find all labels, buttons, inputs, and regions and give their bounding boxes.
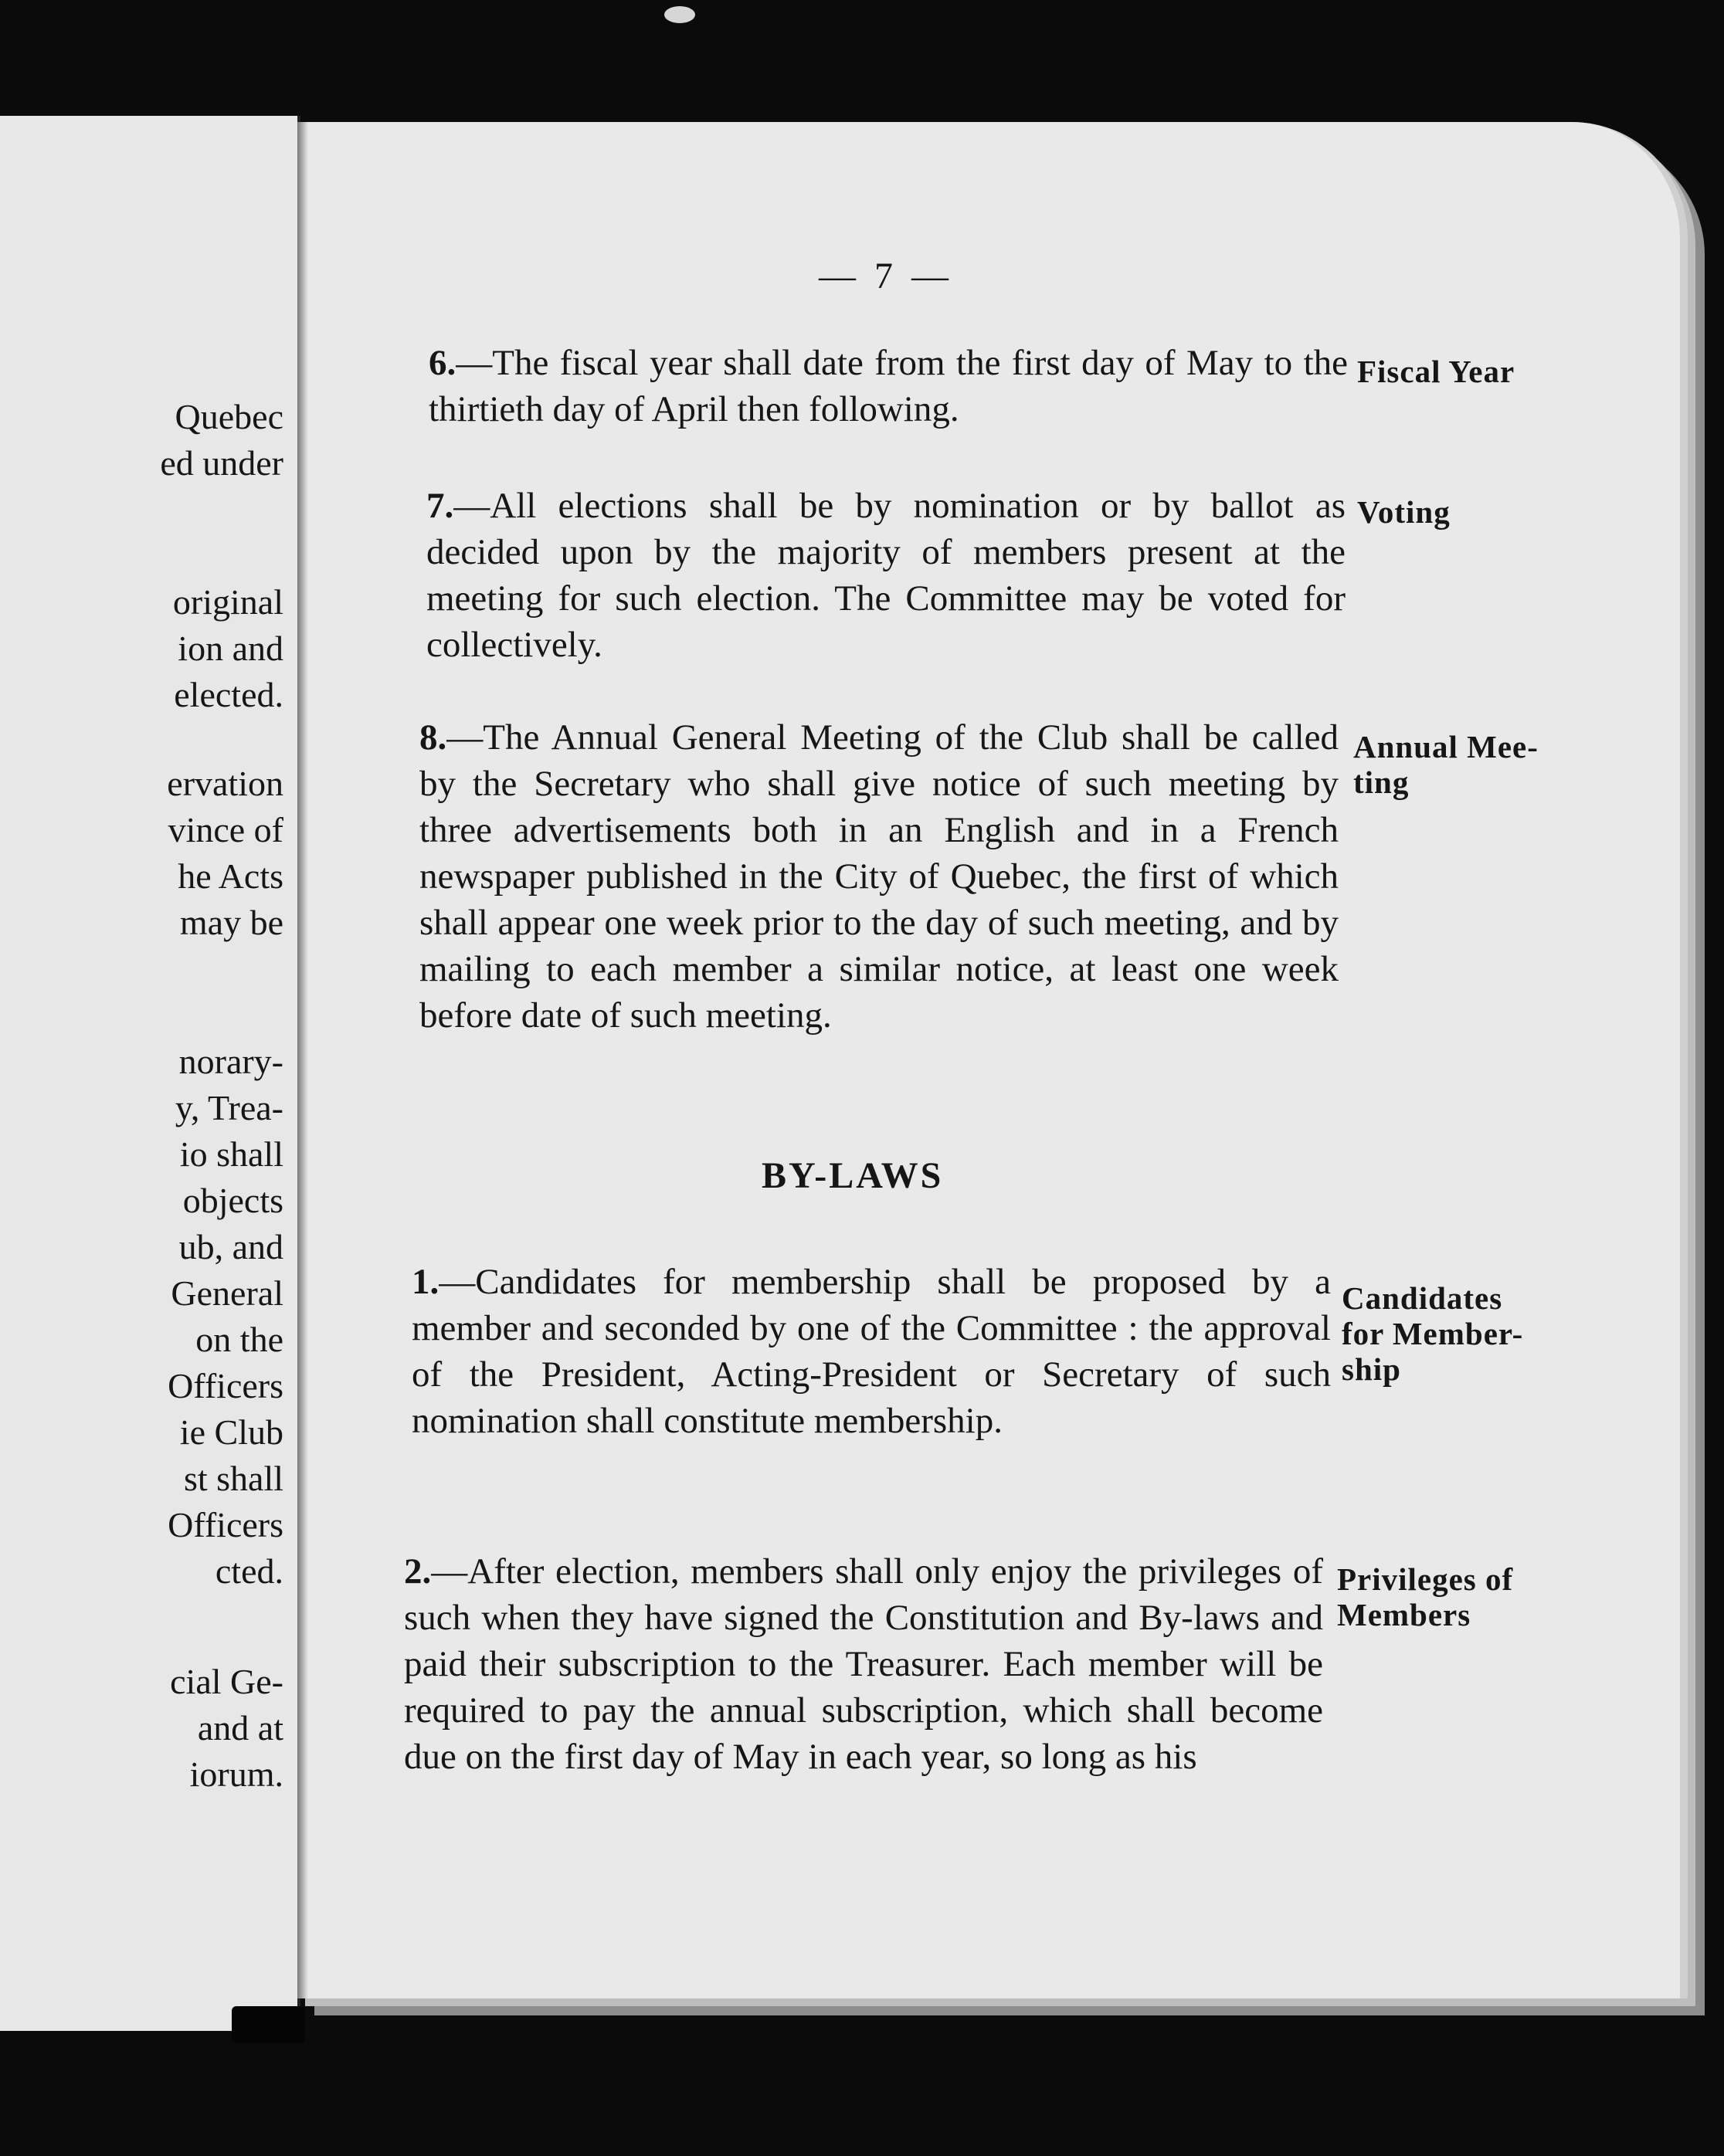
bylaw-1-paragraph bbox=[412, 1259, 1331, 1444]
binding-edge bbox=[232, 2006, 305, 2043]
left-page-line: y, Trea- bbox=[175, 1088, 283, 1127]
left-page-line: ed under bbox=[160, 443, 283, 483]
left-page-line: ion and bbox=[178, 629, 283, 668]
margin-note-voting: Voting bbox=[1357, 494, 1451, 530]
left-page-line: Officers bbox=[168, 1505, 283, 1544]
bylaw-2-paragraph bbox=[404, 1548, 1323, 1780]
left-page-line: original bbox=[172, 582, 283, 622]
bylaw-text: —After election, members shall only enjoy the privileges of such when they have signed the Constitution and By-laws and paid their subscription to the Treasurer. Each member will be required to pay the annual subscription, which shall become due on the first day of May in each year, so long as his bbox=[404, 1551, 1323, 1777]
left-page-line: iorum. bbox=[189, 1754, 283, 1794]
article-number: 7. bbox=[426, 486, 454, 526]
gutter-shadow bbox=[297, 122, 308, 1998]
left-page-line: objects bbox=[182, 1181, 283, 1220]
left-page-line: st shall bbox=[183, 1459, 283, 1498]
left-page-line: may be bbox=[179, 903, 283, 942]
margin-note-annual-meeting: Annual Mee- ting bbox=[1353, 729, 1539, 800]
left-page-line: and at bbox=[197, 1708, 283, 1748]
left-page-line: io shall bbox=[179, 1134, 283, 1174]
left-page-line: on the bbox=[195, 1320, 283, 1359]
margin-note-candidates-membership: Candidates for Member- ship bbox=[1342, 1280, 1524, 1387]
bylaw-number: 1. bbox=[412, 1262, 439, 1302]
left-page-line: General bbox=[171, 1273, 283, 1313]
article-6-paragraph bbox=[429, 340, 1348, 432]
left-page-line: ie Club bbox=[179, 1412, 283, 1452]
scan-speck bbox=[664, 6, 695, 23]
left-page-line: he Acts bbox=[178, 856, 283, 896]
left-page-line: ub, and bbox=[178, 1227, 283, 1266]
margin-note-privileges-members: Privileges of Members bbox=[1337, 1561, 1514, 1632]
article-number: 8. bbox=[419, 717, 447, 758]
left-page-line: cial Ge- bbox=[170, 1662, 283, 1701]
left-page-line: elected. bbox=[174, 675, 283, 714]
article-8-paragraph bbox=[419, 714, 1339, 1039]
article-text: —The fiscal year shall date from the first day of May to the thirtieth day of April then following. bbox=[429, 343, 1348, 429]
left-page-line: vince of bbox=[168, 810, 283, 849]
bylaw-text: —Candidates for membership shall be proposed by a member and seconded by one of the Committee : the approval of the President, Acting-President or Secretary of such nomination shall constitute membership. bbox=[412, 1262, 1331, 1441]
margin-note-fiscal-year: Fiscal Year bbox=[1357, 354, 1515, 389]
left-facing-page bbox=[0, 116, 300, 2031]
left-page-line: norary- bbox=[178, 1042, 283, 1081]
article-7-paragraph bbox=[426, 483, 1346, 668]
article-text: —All elections shall be by nomination or by ballot as decided upon by the majority of members present at the meeting for such election. The Committee may be voted for collectively. bbox=[426, 486, 1346, 665]
page-number: — 7 — bbox=[819, 256, 953, 297]
left-page-line: ervation bbox=[167, 764, 283, 803]
left-page-line: Officers bbox=[168, 1366, 283, 1405]
left-page-line: Quebec bbox=[175, 397, 283, 436]
left-page-line: cted. bbox=[215, 1551, 283, 1591]
article-text: —The Annual General Meeting of the Club shall be called by the Secretary who shall give notice of such meeting by three advertisements both in an English and in a French newspaper published in the City of Quebec, the first of which shall appear one week prior to the day of such meeting, and by mailing to each member a similar notice, at least one week before date of such meeting. bbox=[419, 717, 1339, 1036]
article-number: 6. bbox=[429, 343, 456, 383]
bylaw-number: 2. bbox=[404, 1551, 432, 1592]
section-heading-by-laws: BY-LAWS bbox=[762, 1155, 944, 1196]
